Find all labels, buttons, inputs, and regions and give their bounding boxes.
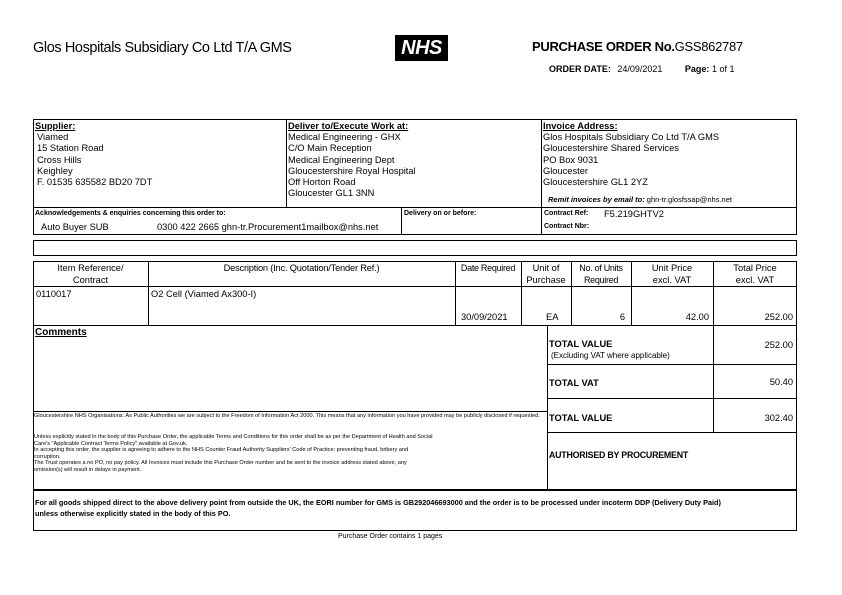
deliver-line: Gloucester GL1 3NN (288, 188, 375, 199)
eori-line: For all goods shipped direct to the above delivery point from outside the UK, the EORI number for GMS is GB292046693000 and the order is to be processed under incoterm DDP (Delivery Duty Paid) (35, 498, 721, 507)
invoice-line: Glos Hospitals Subsidiary Co Ltd T/A GMS (543, 132, 720, 143)
th-unit-purchase: Unit of Purchase (526, 263, 566, 285)
ack-buyer: Auto Buyer SUB (41, 222, 109, 232)
supplier-line: Keighley (37, 165, 73, 176)
total-value-label: TOTAL VALUE (549, 339, 613, 349)
divider (286, 119, 287, 208)
blank-row (33, 240, 797, 256)
deliver-line: C/O Main Reception (288, 143, 372, 154)
terms-line: The Trust operates a no PO, no pay policy. All Invoices must include this Purchase Order number and be sent to the invoice address stated above, any (34, 460, 407, 467)
remit-row (548, 195, 732, 204)
ack-label: Acknowledgements & enquiries concerning this order to: (35, 210, 226, 217)
grand-total-amount: 302.40 (764, 413, 793, 423)
terms-line: Unless explicitly stated in the body of this Purchase Order, the applicable Terms and Conditions for this order shall be as per the Department of Health and Social (34, 434, 433, 440)
invoice-line: Gloucester (543, 165, 588, 176)
invoice-line: Gloucestershire Shared Services (543, 143, 679, 154)
divider (547, 398, 797, 399)
divider (541, 207, 542, 235)
deliver-section (288, 121, 416, 199)
th-unit-price: Unit Price excl. VAT (651, 263, 693, 285)
cell-description: O2 Cell (Viamed Ax300-I) (151, 289, 257, 299)
invoice-label: Invoice Address: (543, 121, 618, 131)
comments-label: Comments (35, 327, 87, 338)
eori-text (35, 497, 721, 519)
total-value-amount: 252.00 (764, 340, 793, 350)
th-no-units: No. of Units Required (579, 263, 623, 285)
cell-date-required: 30/09/2021 (461, 312, 508, 322)
cell-qty: 6 (619, 312, 625, 322)
divider (541, 119, 542, 208)
po-title-label: PURCHASE ORDER No. (532, 39, 675, 54)
divider (401, 207, 402, 235)
terms-line: Care's "Applicable Contract Terms Policy" available at Gov.uk. (34, 440, 188, 447)
divider (547, 325, 548, 490)
cell-item-ref: 0110017 (36, 289, 72, 299)
th-item-ref: Item Reference/ Contract (57, 263, 124, 285)
invoice-section (543, 121, 719, 188)
invoice-line: PO Box 9031 (543, 154, 599, 165)
terms-line: corruption. (34, 453, 61, 460)
terms-notice (34, 434, 433, 474)
remit-email[interactable]: ghn-tr.glosfssap@nhs.net (646, 195, 732, 204)
divider (33, 411, 547, 412)
invoice-line: Gloucestershire GL1 2YZ (543, 177, 648, 188)
supplier-line: 15 Station Road (37, 143, 104, 154)
contract-nbr-label: Contract Nbr: (544, 223, 590, 230)
total-value-sub: (Excluding VAT where applicable) (551, 351, 670, 360)
th-date-required: Date Required (460, 263, 516, 273)
supplier-line: Cross Hills (37, 154, 82, 165)
delivery-label: Delivery on or before: (404, 210, 477, 217)
deliver-line: Off Horton Road (288, 177, 356, 188)
eori-line: unless otherwise explicitly stated in the body of this PO. (35, 509, 231, 518)
po-number: GSS862787 (674, 39, 743, 54)
divider (547, 364, 797, 365)
terms-line: omission(s) will result in delays in payment. (34, 466, 142, 473)
deliver-line: Medical Engineering - GHX (288, 132, 401, 143)
total-vat-label: TOTAL VAT (549, 378, 599, 388)
po-title (532, 39, 743, 54)
supplier-line: F. 01535 635582 BD20 7DT (37, 177, 153, 188)
divider (547, 432, 797, 433)
th-description: Description (Inc. Quotation/Tender Ref.) (223, 263, 380, 273)
supplier-label: Supplier: (35, 121, 76, 131)
supplier-line: Viamed (37, 132, 69, 143)
cell-unit: EA (546, 312, 559, 322)
cell-total: 252.00 (764, 312, 793, 322)
order-date-value: 24/09/2021 (617, 64, 663, 74)
order-date-row (549, 64, 734, 74)
supplier-section (35, 121, 152, 188)
page-value: 1 of 1 (711, 64, 735, 74)
nhs-logo: NHS (395, 35, 448, 61)
company-name: Glos Hospitals Subsidiary Co Ltd T/A GMS (33, 40, 292, 56)
grand-total-label: TOTAL VALUE (549, 413, 613, 423)
page-label: Page: (684, 64, 710, 74)
th-total-price: Total Price excl. VAT (733, 263, 777, 285)
deliver-label: Deliver to/Execute Work at: (288, 121, 409, 131)
total-vat-amount: 50.40 (769, 377, 793, 387)
terms-line: In accepting this order, the supplier is agreeing to adhere to the NHS Counter Fraud Authority Suppliers' Code of Practice: preventing fraud, bribery and (34, 447, 409, 454)
contract-ref-label: Contract Ref: (544, 210, 589, 217)
remit-label: Remit invoices by email to: (548, 195, 645, 204)
authorised-label: AUTHORISED BY PROCUREMENT (549, 450, 689, 460)
order-date-label: ORDER DATE: (549, 64, 611, 74)
table-row (33, 287, 797, 326)
foi-notice: Gloucestershire NHS Organisations: As Public Authorities we are subject to the Freedom of Information Act 2000. This means that any information you have provided may be publicly disclosed if requested. (34, 413, 540, 419)
deliver-line: Medical Engineering Dept (288, 154, 395, 165)
contract-ref-value: F5.219GHTV2 (604, 209, 664, 219)
ack-contact[interactable]: 0300 422 2665 ghn-tr.Procurement1mailbox@nhs.net (157, 222, 379, 232)
deliver-line: Gloucestershire Royal Hospital (288, 165, 416, 176)
cell-unit-price: 42.00 (685, 312, 709, 322)
footer-page-count: Purchase Order contains 1 pages (338, 533, 443, 540)
